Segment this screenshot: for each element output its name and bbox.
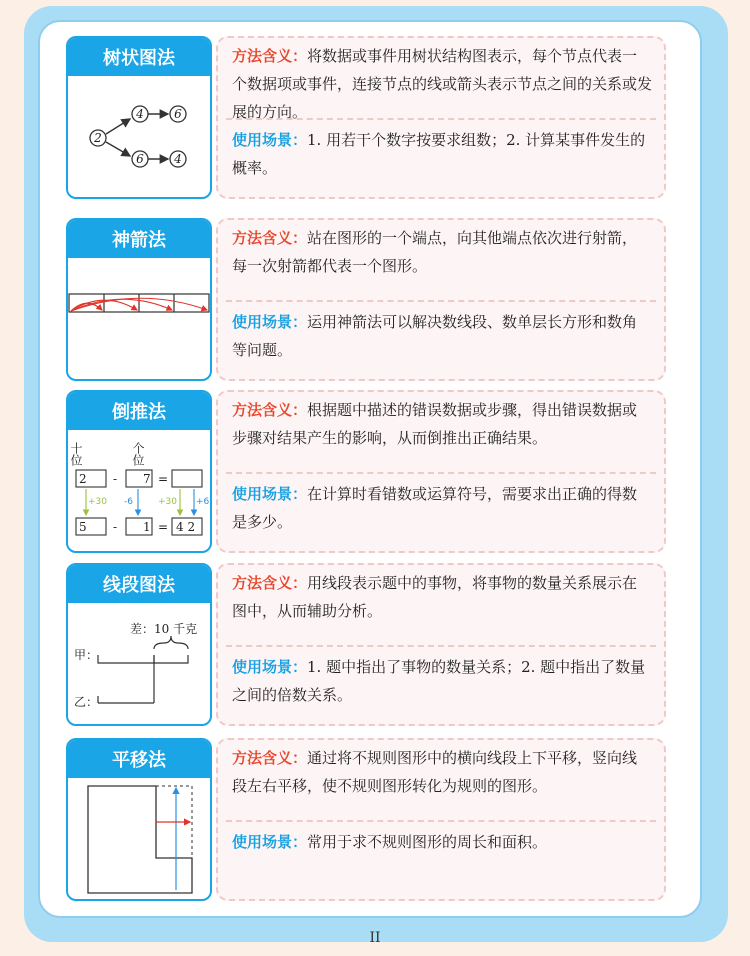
- divider: [226, 118, 656, 120]
- equals-sign: =: [158, 472, 169, 486]
- method-description-card: [216, 563, 666, 726]
- method-title: 神箭法: [68, 220, 210, 258]
- meaning-text: 站在图形的一个端点，向其他端点依次进行射箭，每一次射箭都代表一个图形。: [232, 229, 638, 275]
- section-line-segment-method: [66, 563, 652, 726]
- meaning-row: [232, 224, 652, 280]
- usage-row: [232, 480, 652, 536]
- usage-label: 使用场景：: [232, 313, 308, 331]
- divider: [226, 645, 656, 647]
- adjust-label: +30: [88, 497, 107, 507]
- tree-node: 6: [174, 107, 182, 121]
- method-title: 平移法: [68, 740, 210, 778]
- correct-result: 4 2: [176, 520, 196, 534]
- wrong-tens-digit: 2: [79, 472, 87, 486]
- jia-label: 甲：: [74, 648, 99, 662]
- tree-node: 2: [94, 131, 102, 145]
- meaning-text: 根据题中描述的错误数据或步骤，得出错误数据或步骤对结果产生的影响，从而倒推出正确结果。: [232, 401, 638, 447]
- method-description-card: [216, 218, 666, 381]
- meaning-label: 方法含义：: [232, 229, 308, 247]
- meaning-label: 方法含义：: [232, 749, 308, 767]
- difference-label: 差：10 千克: [130, 622, 198, 636]
- meaning-text: 将数据或事件用树状结构图表示，每个节点代表一个数据项或事件，连接节点的线或箭头表示节点之间的关系或发展的方向。: [232, 47, 653, 121]
- line-segment-illustration: [68, 603, 210, 724]
- method-card: [66, 218, 212, 381]
- usage-text: 常用于求不规则图形的周长和面积。: [307, 833, 548, 851]
- usage-text: 运用神箭法可以解决数线段、数单层长方形和数角等问题。: [232, 313, 638, 359]
- tree-node: 4: [174, 152, 182, 166]
- minus-sign: -: [113, 472, 118, 486]
- method-title: 线段图法: [68, 565, 210, 603]
- minus-sign: -: [113, 520, 118, 534]
- method-card: [66, 563, 212, 726]
- adjust-label: -6: [124, 497, 133, 507]
- meaning-label: 方法含义：: [232, 47, 308, 65]
- method-card: [66, 36, 212, 199]
- meaning-row: [232, 569, 652, 625]
- wrong-ones-digit: 7: [143, 472, 151, 486]
- page-number: II: [369, 930, 381, 946]
- section-arrow-method: [66, 218, 652, 381]
- usage-label: 使用场景：: [232, 658, 308, 676]
- section-translation-method: [66, 738, 652, 901]
- tree-diagram-illustration: [68, 76, 210, 197]
- method-description-card: [216, 36, 666, 199]
- usage-row: [232, 126, 652, 182]
- usage-label: 使用场景：: [232, 131, 308, 149]
- usage-row: [232, 308, 652, 364]
- translation-illustration: [68, 778, 210, 899]
- usage-text: 1. 题中指出了事物的数量关系；2. 题中指出了数量之间的倍数关系。: [232, 658, 646, 704]
- yi-label: 乙：: [74, 695, 99, 709]
- section-backward-method: [66, 390, 652, 553]
- tree-node: 4: [136, 107, 144, 121]
- meaning-row: [232, 42, 652, 126]
- divider: [226, 300, 656, 302]
- method-title: 树状图法: [68, 38, 210, 76]
- method-card: [66, 390, 212, 553]
- equals-sign: =: [158, 520, 169, 534]
- adjust-label: +30: [158, 497, 177, 507]
- meaning-row: [232, 744, 652, 800]
- meaning-row: [232, 396, 652, 452]
- meaning-label: 方法含义：: [232, 401, 308, 419]
- adjust-label: +6: [196, 497, 210, 507]
- usage-row: [232, 653, 652, 709]
- usage-label: 使用场景：: [232, 485, 308, 503]
- meaning-text: 用线段表示题中的事物，将事物的数量关系展示在图中，从而辅助分析。: [232, 574, 638, 620]
- tens-label: 十位: [69, 442, 83, 466]
- ones-label: 个位: [131, 442, 145, 466]
- arrow-method-illustration: [68, 258, 210, 379]
- meaning-text: 通过将不规则图形中的横向线段上下平移，竖向线段左右平移，使不规则图形转化为规则的图形。: [232, 749, 638, 795]
- section-tree-diagram: [66, 36, 652, 199]
- usage-text: 在计算时看错数或运算符号，需要求出正确的得数是多少。: [232, 485, 638, 531]
- meaning-label: 方法含义：: [232, 574, 308, 592]
- divider: [226, 472, 656, 474]
- correct-tens-digit: 5: [79, 520, 87, 534]
- divider: [226, 820, 656, 822]
- method-card: [66, 738, 212, 901]
- tree-node: 6: [136, 152, 144, 166]
- method-description-card: [216, 390, 666, 553]
- usage-text: 1. 用若干个数字按要求组数；2. 计算某事件发生的概率。: [232, 131, 646, 177]
- method-title: 倒推法: [68, 392, 210, 430]
- method-description-card: [216, 738, 666, 901]
- usage-row: [232, 828, 652, 856]
- backward-method-illustration: [68, 430, 210, 551]
- correct-ones-digit: 1: [143, 520, 151, 534]
- usage-label: 使用场景：: [232, 833, 308, 851]
